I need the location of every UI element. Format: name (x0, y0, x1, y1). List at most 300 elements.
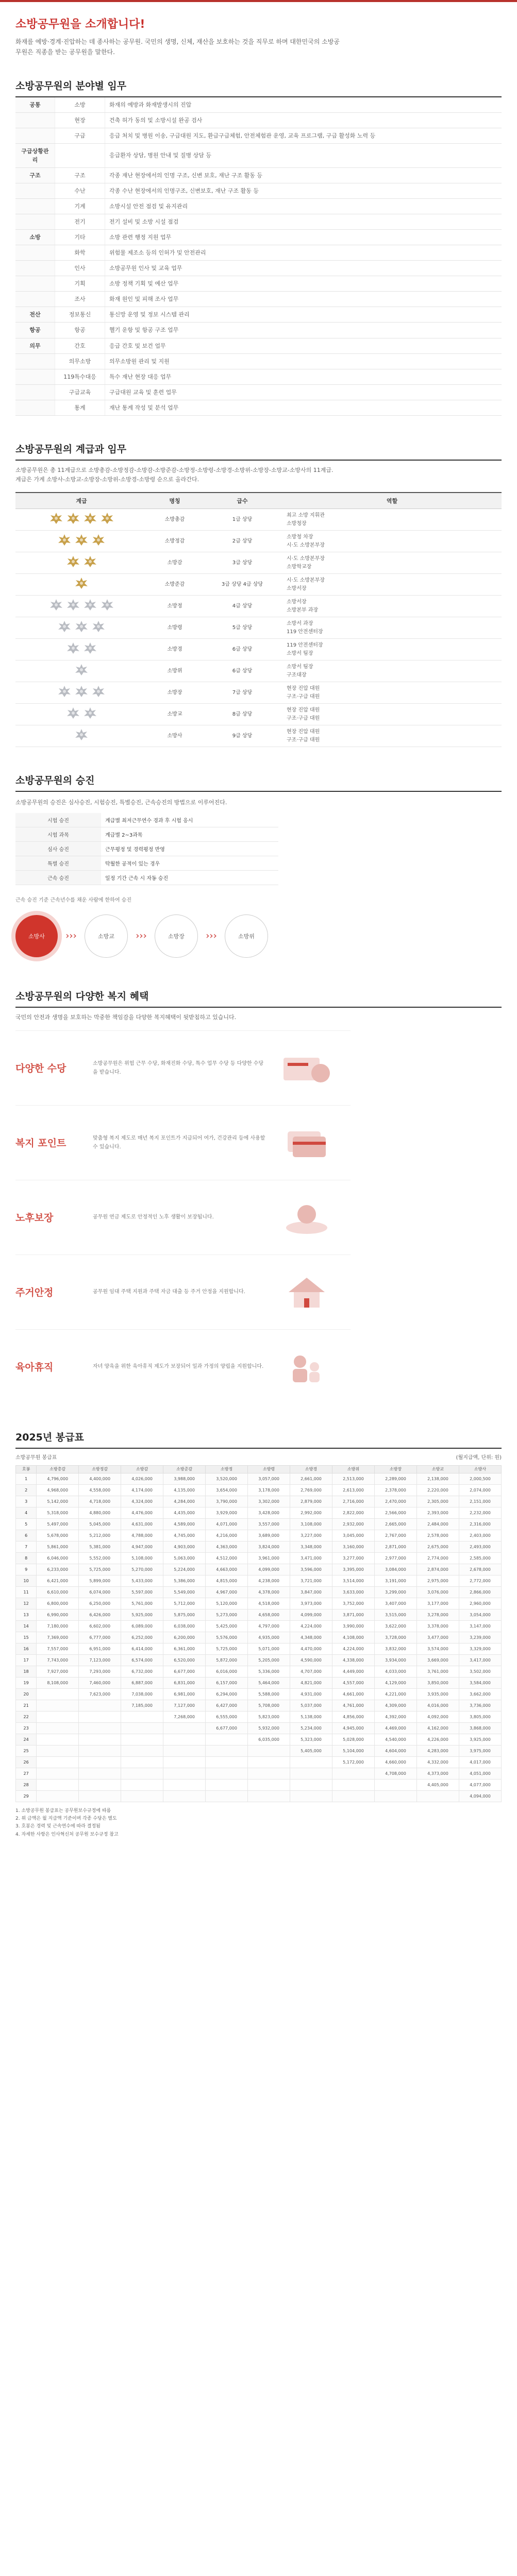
salary-cell: 5,597,000 (121, 1586, 163, 1598)
salary-cell: 4,796,000 (37, 1473, 79, 1484)
salary-cell (121, 1745, 163, 1756)
salary-header: 소방경 (290, 1465, 332, 1473)
salary-cell: 3,961,000 (248, 1552, 290, 1564)
salary-table (15, 1465, 502, 1802)
rank-emblem-icon (57, 685, 72, 698)
welfare-card (15, 1105, 351, 1180)
rank-insignia (57, 534, 106, 546)
duty-category: 구조 (15, 168, 55, 183)
duty-description: 통신망 운영 및 정보 시스템 관리 (105, 307, 502, 323)
salary-step: 21 (16, 1700, 37, 1711)
duty-subcategory: 정보통신 (55, 307, 105, 323)
salary-cell: 2,767,000 (374, 1530, 416, 1541)
rank-emblem-icon (74, 728, 89, 741)
salary-cell: 3,975,000 (459, 1745, 501, 1756)
salary-cell (37, 1722, 79, 1734)
salary-cell: 7,268,000 (163, 1711, 206, 1722)
salary-cell: 4,099,000 (248, 1564, 290, 1575)
salary-cell: 4,099,000 (290, 1609, 332, 1620)
promotion-section (15, 773, 502, 958)
salary-cell: 4,108,000 (332, 1632, 375, 1643)
duty-row (15, 143, 502, 167)
salary-cell (121, 1711, 163, 1722)
duty-category: 구급상황관리 (15, 143, 55, 167)
rank-grade: 3급 상당 4급 상당 (202, 574, 282, 596)
salary-cell: 3,239,000 (459, 1632, 501, 1643)
salary-cell: 4,476,000 (121, 1507, 163, 1518)
salary-cell: 2,822,000 (332, 1507, 375, 1518)
salary-cell (206, 1756, 248, 1768)
salary-section (15, 1430, 502, 1839)
salary-cell: 4,174,000 (121, 1484, 163, 1496)
salary-cell: 6,981,000 (163, 1688, 206, 1700)
salary-step: 10 (16, 1575, 37, 1586)
salary-cell: 5,576,000 (206, 1632, 248, 1643)
salary-cell: 4,540,000 (374, 1734, 416, 1745)
duty-category (15, 112, 55, 128)
salary-cell: 4,324,000 (121, 1496, 163, 1507)
salary-cell: 4,761,000 (332, 1700, 375, 1711)
rank-insignia (65, 707, 98, 719)
salary-cell (248, 1779, 290, 1790)
salary-cell: 4,348,000 (290, 1632, 332, 1643)
duty-category (15, 128, 55, 143)
salary-cell: 4,708,000 (374, 1768, 416, 1779)
welfare-description: 국민의 안전과 생명을 보호하는 막중한 책임감을 다양한 복지혜택이 뒷받침하고 있습니다. (15, 1013, 237, 1021)
salary-step: 6 (16, 1530, 37, 1541)
salary-cell: 7,123,000 (79, 1654, 121, 1666)
salary-cell: 6,038,000 (163, 1620, 206, 1632)
salary-step: 16 (16, 1643, 37, 1654)
duty-category (15, 384, 55, 400)
salary-note: 2. 위 금액은 월 지급액 기준이며 각종 수당은 별도 (15, 1816, 117, 1822)
rank-emblem-icon (91, 685, 106, 698)
salary-cell: 7,623,000 (79, 1688, 121, 1700)
salary-step: 5 (16, 1518, 37, 1530)
salary-cell (163, 1779, 206, 1790)
rank-emblem-icon (82, 512, 98, 524)
rank-emblem-icon (82, 599, 98, 611)
rank-insignia (57, 685, 106, 698)
duty-description: 소방시설 안전 점검 및 유지관리 (105, 199, 502, 214)
salary-cell (163, 1734, 206, 1745)
arrow-right-icon: ››› (65, 930, 77, 942)
rank-emblem-icon (91, 620, 106, 633)
salary-cell: 3,689,000 (248, 1530, 290, 1541)
salary-cell: 2,661,000 (290, 1473, 332, 1484)
duty-category (15, 199, 55, 214)
duty-category (15, 353, 55, 369)
salary-header: 소방장 (374, 1465, 416, 1473)
salary-cell: 3,721,000 (290, 1575, 332, 1586)
salary-cell: 3,520,000 (206, 1473, 248, 1484)
salary-row (16, 1598, 502, 1609)
arrow-right-icon: ››› (206, 930, 217, 942)
rank-emblem-icon (82, 555, 98, 568)
salary-cell (163, 1745, 206, 1756)
salary-cell: 5,212,000 (79, 1530, 121, 1541)
duty-row (15, 245, 502, 261)
salary-cell: 6,200,000 (163, 1632, 206, 1643)
rank-row (15, 596, 502, 617)
salary-header: 소방준감 (163, 1465, 206, 1473)
salary-cell: 2,493,000 (459, 1541, 501, 1552)
salary-legend-label: 소방공무원 봉급표 (15, 1454, 57, 1461)
salary-cell: 5,336,000 (248, 1666, 290, 1677)
duty-description: 전기 설비 및 소방 시설 점검 (105, 214, 502, 230)
duty-category (15, 276, 55, 292)
top-accent-rule (0, 0, 517, 2)
welfare-label: 노후보장 (15, 1212, 54, 1224)
salary-header: 호봉 (16, 1465, 37, 1473)
salary-cell: 4,283,000 (416, 1745, 459, 1756)
rank-insignia-cell (15, 639, 147, 660)
salary-cell: 4,518,000 (248, 1598, 290, 1609)
salary-cell: 3,633,000 (332, 1586, 375, 1598)
rank-grade: 8급 상당 (202, 704, 282, 725)
salary-title: 2025년 봉급표 (15, 1430, 502, 1449)
rank-emblem-icon (91, 534, 106, 546)
rank-insignia (65, 555, 98, 568)
salary-cell: 7,927,000 (37, 1666, 79, 1677)
salary-cell: 3,348,000 (290, 1541, 332, 1552)
salary-cell: 3,728,000 (374, 1632, 416, 1643)
salary-cell: 5,037,000 (290, 1700, 332, 1711)
ranks-description (15, 466, 502, 485)
salary-cell: 3,752,000 (332, 1598, 375, 1609)
welfare-card (15, 1255, 351, 1329)
salary-step: 20 (16, 1688, 37, 1700)
salary-cell (248, 1790, 290, 1802)
promotion-value: 계급별 2~3과목 (101, 827, 278, 841)
salary-step: 1 (16, 1473, 37, 1484)
salary-cell: 3,428,000 (248, 1507, 290, 1518)
salary-row (16, 1666, 502, 1677)
salary-row (16, 1700, 502, 1711)
salary-cell: 6,677,000 (206, 1722, 248, 1734)
salary-cell: 2,393,000 (416, 1507, 459, 1518)
rank-name: 소방경 (147, 639, 202, 660)
salary-cell (37, 1779, 79, 1790)
salary-row (16, 1473, 502, 1484)
salary-cell: 5,234,000 (290, 1722, 332, 1734)
rank-head-grade: 급수 (202, 493, 282, 509)
rank-insignia-cell (15, 509, 147, 531)
salary-cell: 4,077,000 (459, 1779, 501, 1790)
salary-cell (121, 1722, 163, 1734)
duty-category (15, 400, 55, 415)
salary-cell: 6,252,000 (121, 1632, 163, 1643)
salary-cell: 2,585,000 (459, 1552, 501, 1564)
salary-cell: 7,460,000 (79, 1677, 121, 1688)
duty-description: 재난 통계 작성 및 분석 업무 (105, 400, 502, 415)
salary-cell: 4,016,000 (416, 1700, 459, 1711)
duty-description: 소방공무원 인사 및 교육 업무 (105, 261, 502, 276)
salary-step: 17 (16, 1654, 37, 1666)
salary-step: 18 (16, 1666, 37, 1677)
salary-cell (163, 1756, 206, 1768)
salary-cell: 3,662,000 (459, 1688, 501, 1700)
rank-name: 소방령 (147, 617, 202, 639)
salary-cell: 5,678,000 (37, 1530, 79, 1541)
salary-cell: 2,566,000 (374, 1507, 416, 1518)
rank-emblem-icon (99, 512, 115, 524)
salary-cell: 2,220,000 (416, 1484, 459, 1496)
rank-insignia-cell (15, 552, 147, 574)
intro-title: 소방공무원을 소개합니다! (15, 18, 145, 31)
salary-cell: 3,622,000 (374, 1620, 416, 1632)
salary-cell: 4,378,000 (248, 1586, 290, 1598)
salary-cell: 3,868,000 (459, 1722, 501, 1734)
rank-emblem-icon (65, 599, 81, 611)
duties-table (15, 97, 502, 416)
salary-cell (416, 1790, 459, 1802)
salary-cell (290, 1790, 332, 1802)
salary-step: 12 (16, 1598, 37, 1609)
duty-category: 항공 (15, 323, 55, 338)
salary-row (16, 1518, 502, 1530)
salary-cell: 4,017,000 (459, 1756, 501, 1768)
welfare-card (15, 1030, 351, 1105)
rank-row (15, 704, 502, 725)
promotion-value: 탁월한 공적이 있는 경우 (101, 856, 278, 870)
salary-cell: 2,470,000 (374, 1496, 416, 1507)
salary-cell: 2,675,000 (416, 1541, 459, 1552)
duties-title: 소방공무원의 분야별 임무 (15, 78, 502, 97)
salary-cell: 4,469,000 (374, 1722, 416, 1734)
salary-cell: 5,405,000 (290, 1745, 332, 1756)
salary-cell (206, 1768, 248, 1779)
salary-step: 28 (16, 1779, 37, 1790)
salary-cell: 3,160,000 (332, 1541, 375, 1552)
salary-cell: 3,850,000 (416, 1677, 459, 1688)
rank-row (15, 531, 502, 552)
rank-row (15, 509, 502, 531)
salary-cell (163, 1790, 206, 1802)
salary-cell: 3,557,000 (248, 1518, 290, 1530)
rank-emblem-icon (65, 707, 81, 719)
duty-category: 소방 (15, 230, 55, 245)
salary-cell: 6,016,000 (206, 1666, 248, 1677)
rank-emblem-icon (48, 512, 64, 524)
promotion-row (15, 813, 278, 827)
duty-row (15, 230, 502, 245)
duty-row (15, 97, 502, 113)
duty-description: 응급 처치 및 병원 이송, 구급대원 지도, 환급구급체험, 안전체험관 운영, 교육 프로그램, 구급 활성화 노력 등 (105, 128, 502, 143)
salary-cell: 5,433,000 (121, 1575, 163, 1586)
welfare-text: 자녀 양육을 위한 육아휴직 제도가 보장되어 일과 가정의 양립을 지원합니다. (93, 1364, 264, 1370)
salary-cell: 5,823,000 (248, 1711, 290, 1722)
duty-row (15, 168, 502, 183)
salary-cell (37, 1768, 79, 1779)
salary-cell (374, 1779, 416, 1790)
salary-header: 소방정감 (79, 1465, 121, 1473)
salary-cell: 2,665,000 (374, 1518, 416, 1530)
salary-cell: 2,678,000 (459, 1564, 501, 1575)
salary-cell: 2,769,000 (290, 1484, 332, 1496)
salary-cell: 2,932,000 (332, 1518, 375, 1530)
promotion-step-circle: 소방장 (155, 914, 198, 958)
salary-cell: 2,977,000 (374, 1552, 416, 1564)
duty-category (15, 183, 55, 199)
salary-cell: 2,774,000 (416, 1552, 459, 1564)
salary-row (16, 1632, 502, 1643)
salary-cell: 6,555,000 (206, 1711, 248, 1722)
salary-row (16, 1552, 502, 1564)
duty-category (15, 369, 55, 384)
salary-cell: 4,788,000 (121, 1530, 163, 1541)
rank-duty: 최고 소방 지휘관 소방청장 (282, 509, 502, 531)
duty-description: 특수 재난 현장 대응 업무 (105, 369, 502, 384)
salary-cell: 3,805,000 (459, 1711, 501, 1722)
salary-cell (206, 1779, 248, 1790)
salary-cell: 2,975,000 (416, 1575, 459, 1586)
salary-cell: 6,414,000 (121, 1643, 163, 1654)
salary-cell: 3,084,000 (374, 1564, 416, 1575)
salary-cell: 6,426,000 (79, 1609, 121, 1620)
rank-grade: 7급 상당 (202, 682, 282, 704)
salary-row (16, 1790, 502, 1802)
salary-cell: 3,178,000 (248, 1484, 290, 1496)
salary-cell: 6,520,000 (163, 1654, 206, 1666)
salary-cell (37, 1688, 79, 1700)
salary-step: 11 (16, 1586, 37, 1598)
salary-cell: 4,094,000 (459, 1790, 501, 1802)
duties-section (15, 78, 502, 416)
rank-name: 소방총감 (147, 509, 202, 531)
duty-row (15, 183, 502, 199)
salary-step: 22 (16, 1711, 37, 1722)
salary-cell: 4,856,000 (332, 1711, 375, 1722)
duty-subcategory: 전기 (55, 214, 105, 230)
salary-cell: 5,899,000 (79, 1575, 121, 1586)
rank-emblem-icon (65, 642, 81, 654)
salary-header: 소방위 (332, 1465, 375, 1473)
welfare-title: 소방공무원의 다양한 복지 혜택 (15, 989, 502, 1008)
salary-cell: 3,057,000 (248, 1473, 290, 1484)
salary-cell: 6,602,000 (79, 1620, 121, 1632)
salary-cell: 5,497,000 (37, 1518, 79, 1530)
salary-step: 3 (16, 1496, 37, 1507)
promotion-key: 시험 승진 (15, 813, 101, 827)
salary-cell: 5,872,000 (206, 1654, 248, 1666)
salary-cell: 4,224,000 (290, 1620, 332, 1632)
salary-cell (37, 1711, 79, 1722)
salary-cell (79, 1734, 121, 1745)
salary-row (16, 1722, 502, 1734)
duty-category (15, 292, 55, 307)
salary-cell: 6,089,000 (121, 1620, 163, 1632)
salary-cell (206, 1745, 248, 1756)
salary-cell: 5,725,000 (206, 1643, 248, 1654)
salary-cell: 5,273,000 (206, 1609, 248, 1620)
salary-row (16, 1745, 502, 1756)
rank-grade: 6급 상당 (202, 660, 282, 682)
rank-row (15, 682, 502, 704)
rank-insignia-cell (15, 617, 147, 639)
salary-cell: 4,589,000 (163, 1518, 206, 1530)
salary-cell: 5,588,000 (248, 1688, 290, 1700)
salary-cell: 4,631,000 (121, 1518, 163, 1530)
rank-grade: 5급 상당 (202, 617, 282, 639)
salary-cell: 3,935,000 (416, 1688, 459, 1700)
salary-cell (37, 1700, 79, 1711)
welfare-text: 맞춤형 복지 제도로 매년 복지 포인트가 지급되어 여가, 건강관리 등에 사용할 수 있습니다. (93, 1135, 265, 1150)
promotion-row (15, 841, 278, 856)
salary-cell: 3,790,000 (206, 1496, 248, 1507)
salary-cell: 3,076,000 (416, 1586, 459, 1598)
salary-cell: 3,302,000 (248, 1496, 290, 1507)
salary-header: 소방총감 (37, 1465, 79, 1473)
salary-cell: 3,669,000 (416, 1654, 459, 1666)
salary-cell: 3,108,000 (290, 1518, 332, 1530)
salary-cell: 3,973,000 (290, 1598, 332, 1609)
rank-name: 소방정감 (147, 531, 202, 552)
duty-row (15, 292, 502, 307)
salary-cell: 4,435,000 (163, 1507, 206, 1518)
salary-cell: 3,278,000 (416, 1609, 459, 1620)
salary-cell: 7,557,000 (37, 1643, 79, 1654)
salary-header: 소방령 (248, 1465, 290, 1473)
salary-cell: 3,477,000 (416, 1632, 459, 1643)
salary-cell: 4,216,000 (206, 1530, 248, 1541)
salary-cell: 3,871,000 (332, 1609, 375, 1620)
salary-cell: 7,743,000 (37, 1654, 79, 1666)
salary-cell: 3,990,000 (332, 1620, 375, 1632)
duty-subcategory: 119특수대응 (55, 369, 105, 384)
salary-row (16, 1711, 502, 1722)
salary-cell: 4,931,000 (290, 1688, 332, 1700)
rank-name: 소방위 (147, 660, 202, 682)
salary-cell: 2,879,000 (290, 1496, 332, 1507)
duty-subcategory: 소방 (55, 97, 105, 113)
rank-grade: 1급 상당 (202, 509, 282, 531)
salary-step: 14 (16, 1620, 37, 1632)
duty-row (15, 276, 502, 292)
rank-grade: 4급 상당 (202, 596, 282, 617)
salary-cell: 3,761,000 (416, 1666, 459, 1677)
salary-cell: 4,221,000 (374, 1688, 416, 1700)
salary-cell: 5,708,000 (248, 1700, 290, 1711)
salary-cell (79, 1700, 121, 1711)
salary-cell: 2,613,000 (332, 1484, 375, 1496)
salary-cell: 4,226,000 (416, 1734, 459, 1745)
salary-cell: 5,224,000 (163, 1564, 206, 1575)
duty-category (15, 214, 55, 230)
salary-step: 24 (16, 1734, 37, 1745)
point-card-icon (268, 1117, 345, 1168)
salary-row (16, 1575, 502, 1586)
rank-row (15, 639, 502, 660)
rank-row (15, 725, 502, 747)
rank-duty: 소방서 팀장 구조대장 (282, 660, 502, 682)
salary-cell: 3,277,000 (332, 1552, 375, 1564)
salary-cell: 4,558,000 (79, 1484, 121, 1496)
salary-cell: 6,574,000 (121, 1654, 163, 1666)
salary-cell: 8,108,000 (37, 1677, 79, 1688)
promotion-step-circle: 소방위 (225, 914, 268, 958)
welfare-label: 복지 포인트 (15, 1138, 66, 1149)
promotion-row (15, 827, 278, 841)
salary-cell: 4,967,000 (206, 1586, 248, 1598)
salary-cell: 4,033,000 (374, 1666, 416, 1677)
salary-cell: 4,470,000 (290, 1643, 332, 1654)
rank-row (15, 617, 502, 639)
salary-cell: 5,712,000 (163, 1598, 206, 1609)
salary-cell: 3,502,000 (459, 1666, 501, 1677)
salary-cell: 4,051,000 (459, 1768, 501, 1779)
salary-cell: 4,135,000 (163, 1484, 206, 1496)
